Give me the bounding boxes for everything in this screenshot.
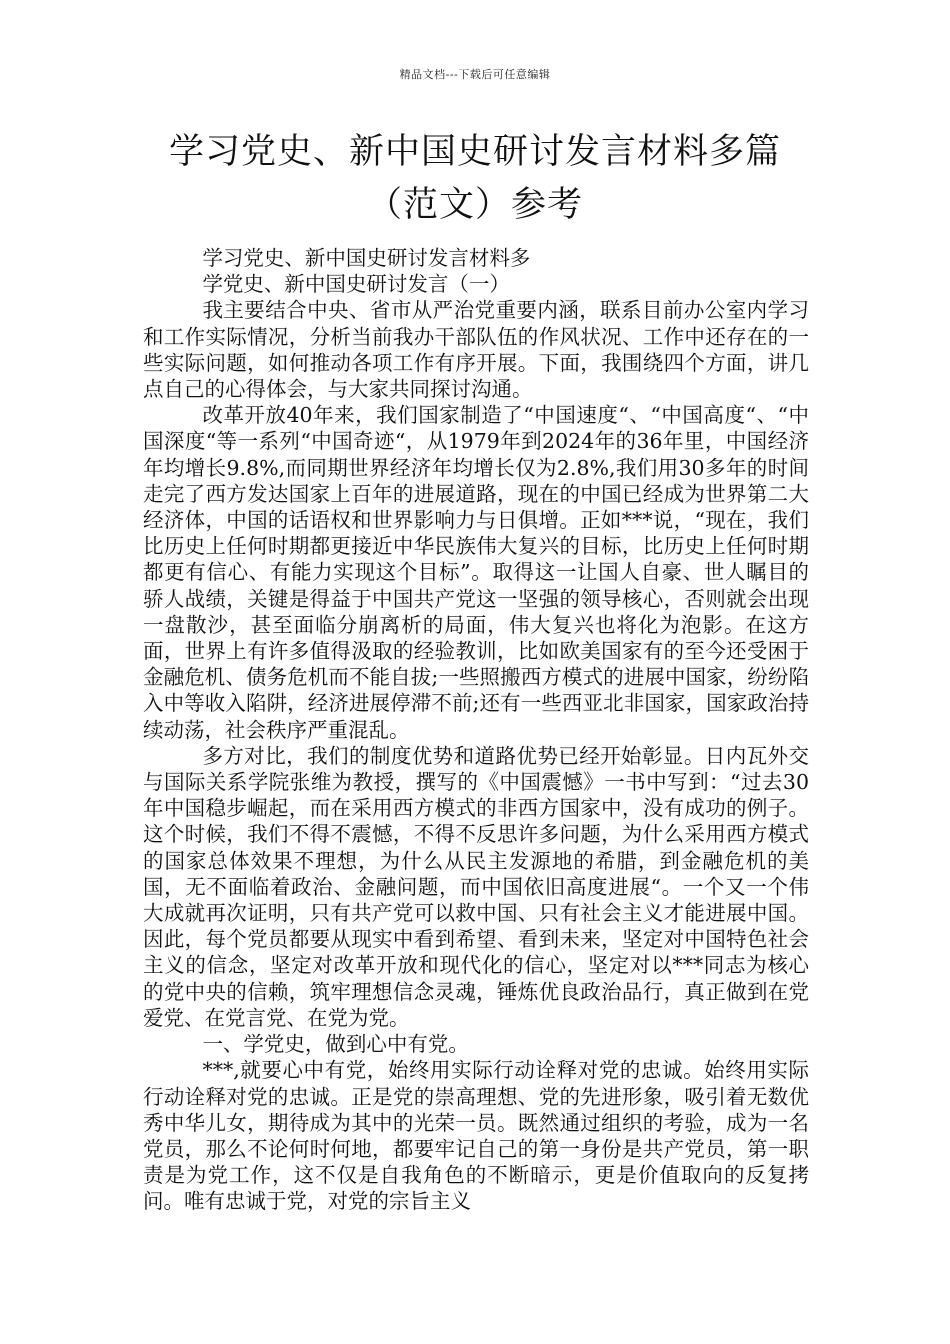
- paragraph-heading: 一、学党史，做到心中有党。: [202, 1032, 469, 1057]
- document-body: [143, 245, 809, 1215]
- title-line-2: （范文）参考: [366, 185, 583, 225]
- document-title: [120, 126, 830, 232]
- paragraph-subtitle: 学习党史、新中国史研讨发言材料多: [202, 246, 531, 270]
- title-line-1: 学习党史、新中国史研讨发言材料多篇: [168, 132, 781, 172]
- paragraph: 我主要结合中央、省市从严治党重要内涵，联系目前办公室内学习和工作实际情况，分析当前我办干部队伍的作风状况、工作中还存在的一些实际问题，如何推动各项工作有序开展。下面，我围绕四个方面，讲几点自己的心得体会，与大家共同探讨沟通。: [143, 298, 809, 402]
- paragraph: 多方对比，我们的制度优势和道路优势已经开始彰显。日内瓦外交与国际关系学院张维为教授，撰写的《中国震憾》一书中写到：“过去30年中国稳步崛起，而在采用西方模式的非西方国家中，没有成功的例子。这个时候，我们不得不震憾，不得不反思许多问题，为什么采用西方模式的国家总体效果不理想，为什么从民主发源地的希腊，到金融危机的美国，无不面临着政治、金融问题，而中国依旧高度进展“。一个又一个伟大成就再次证明，只有共产党可以救中国、只有社会主义才能进展中国。因此，每个党员都要从现实中看到希望、看到未来，坚定对中国特色社会主义的信念，坚定对改革开放和现代化的信心，坚定对以***同志为核心的党中央的信赖，筑牢理想信念灵魂，锤炼优良政治品行，真正做到在党爱党、在党言党、在党为党。: [143, 743, 809, 1030]
- paragraph: 改革开放40年来，我们国家制造了“中国速度“、“中国高度“、“中国深度“等一系列“中国奇迹“，从1979年到2024年的36年里，中国经济年均增长9.8%,而同期世界经济年均增长仅为2.8%,我们用30多年的时间走完了西方发达国家上百年的进展道路，现在的中国已经成为世界第二大经济体，中国的话语权和世界影响力与日俱增。正如***说，“现在，我们比历史上任何时期都更接近中华民族伟大复兴的目标，比历史上任何时期都更有信心、有能力实现这个目标”。取得这一让国人自豪、世人瞩目的骄人战绩，关键是得益于中国共产党这一坚强的领导核心，否则就会出现一盘散沙，甚至面临分崩离析的局面，伟大复兴也将化为泡影。在这方面，世界上有许多值得汲取的经验教训，比如欧美国家有的至今还受困于金融危机、债务危机而不能自拔;一些照搬西方模式的进展中国家，纷纷陷入中等收入陷阱，经济进展停滞不前;还有一些西亚北非国家，国家政治持续动荡，社会秩序严重混乱。: [143, 403, 809, 742]
- paragraph: ***,就要心中有党，始终用实际行动诠释对党的忠诚。始终用实际行动诠释对党的忠诚。正是党的崇高理想、党的先进形象，吸引着无数优秀中华儿女，期待成为其中的光荣一员。既然通过组织的考验，成为一名党员，那么不论何时何地，都要牢记自己的第一身份是共产党员，第一职责是为党工作，这不仅是自我角色的不断暗示，更是价值取向的反复拷问。唯有忠诚于党，对党的宗旨主义: [143, 1058, 809, 1214]
- header-note: 精品文档---下载后可任意编辑: [399, 68, 551, 81]
- paragraph-section-heading: 学党史、新中国史研讨发言（一）: [202, 272, 510, 297]
